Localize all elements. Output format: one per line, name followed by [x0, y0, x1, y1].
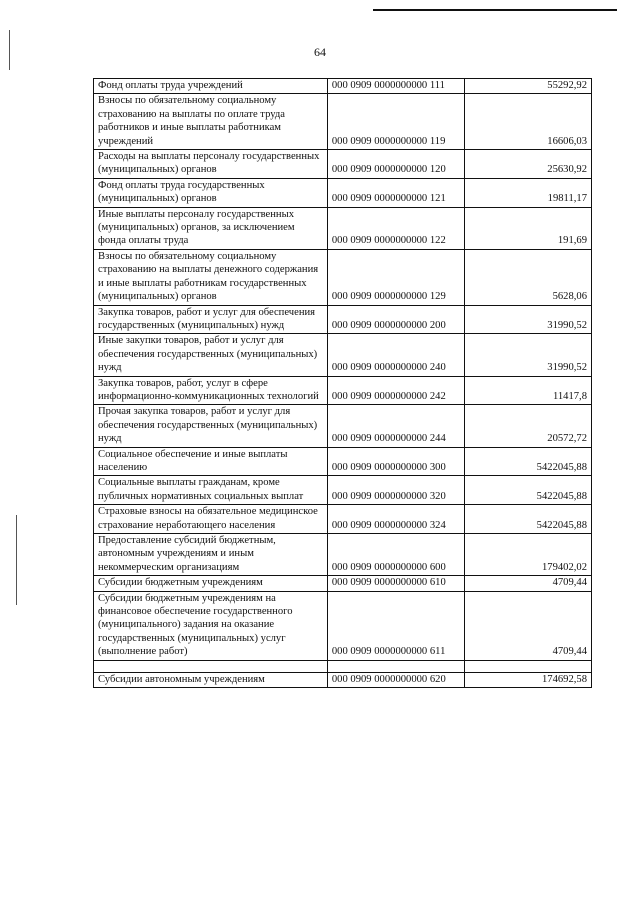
table-row	[94, 476, 592, 505]
table-row	[94, 94, 592, 150]
header-rule	[373, 9, 617, 11]
row-code: 000 0909 0000000000 129	[327, 249, 464, 305]
table-row	[94, 505, 592, 534]
row-name: Иные выплаты персоналу государственных (муниципальных) органов, за исключением фонда оплаты труда	[94, 207, 328, 249]
row-name: Субсидии бюджетным учреждениям	[94, 576, 328, 591]
row-code: 000 0909 0000000000 242	[327, 376, 464, 405]
row-code: 000 0909 0000000000 119	[327, 94, 464, 150]
spacer-cell	[327, 660, 464, 672]
row-amount: 11417,8	[464, 376, 591, 405]
row-amount: 5422045,88	[464, 505, 591, 534]
spacer-cell	[464, 660, 591, 672]
table-row	[94, 334, 592, 376]
page-number: 64	[314, 45, 326, 59]
row-name: Субсидии автономным учреждениям	[94, 672, 328, 687]
row-name: Социальное обеспечение и иные выплаты населению	[94, 447, 328, 476]
row-name: Закупка товаров, работ, услуг в сфере информационно-коммуникационных технологий	[94, 376, 328, 405]
row-amount: 4709,44	[464, 591, 591, 660]
row-code: 000 0909 0000000000 121	[327, 178, 464, 207]
row-name: Прочая закупка товаров, работ и услуг для обеспечения государственных (муниципальных) нужд	[94, 405, 328, 447]
table-row	[94, 672, 592, 687]
row-name: Предоставление субсидий бюджетным, автономным учреждениям и иным некоммерческим организациям	[94, 534, 328, 576]
scan-edge-mark	[16, 515, 17, 605]
row-amount: 174692,58	[464, 672, 591, 687]
row-code: 000 0909 0000000000 600	[327, 534, 464, 576]
row-amount: 4709,44	[464, 576, 591, 591]
row-name: Страховые взносы на обязательное медицинское страхование неработающего населения	[94, 505, 328, 534]
row-code: 000 0909 0000000000 611	[327, 591, 464, 660]
row-code: 000 0909 0000000000 620	[327, 672, 464, 687]
row-amount: 5422045,88	[464, 447, 591, 476]
row-amount: 191,69	[464, 207, 591, 249]
row-code: 000 0909 0000000000 122	[327, 207, 464, 249]
table-row	[94, 249, 592, 305]
row-code: 000 0909 0000000000 200	[327, 305, 464, 334]
row-name: Иные закупки товаров, работ и услуг для обеспечения государственных (муниципальных) нужд	[94, 334, 328, 376]
table-row	[94, 534, 592, 576]
row-name: Взносы по обязательному социальному страхованию на выплаты по оплате труда работников и иные выплаты работникам учреждений	[94, 94, 328, 150]
row-code: 000 0909 0000000000 111	[327, 79, 464, 94]
row-amount: 31990,52	[464, 334, 591, 376]
table-row	[94, 576, 592, 591]
row-code: 000 0909 0000000000 300	[327, 447, 464, 476]
table-row	[94, 447, 592, 476]
row-code: 000 0909 0000000000 324	[327, 505, 464, 534]
table-row	[94, 591, 592, 660]
row-amount: 5422045,88	[464, 476, 591, 505]
row-name: Социальные выплаты гражданам, кроме публичных нормативных социальных выплат	[94, 476, 328, 505]
row-amount: 19811,17	[464, 178, 591, 207]
row-amount: 5628,06	[464, 249, 591, 305]
table-row	[94, 405, 592, 447]
row-amount: 16606,03	[464, 94, 591, 150]
row-name: Фонд оплаты труда государственных (муниципальных) органов	[94, 178, 328, 207]
row-amount: 20572,72	[464, 405, 591, 447]
table-row	[94, 305, 592, 334]
row-code: 000 0909 0000000000 240	[327, 334, 464, 376]
row-code: 000 0909 0000000000 244	[327, 405, 464, 447]
row-name: Субсидии бюджетным учреждениям на финансовое обеспечение государственного (муниципального) задания на оказание государственных (муниципальных) услуг (выполнение работ)	[94, 591, 328, 660]
row-name: Расходы на выплаты персоналу государственных (муниципальных) органов	[94, 150, 328, 179]
row-name: Закупка товаров, работ и услуг для обеспечения государственных (муниципальных) нужд	[94, 305, 328, 334]
row-code: 000 0909 0000000000 120	[327, 150, 464, 179]
table-spacer-row	[94, 660, 592, 672]
row-code: 000 0909 0000000000 320	[327, 476, 464, 505]
table-row	[94, 376, 592, 405]
table-row	[94, 207, 592, 249]
budget-table	[93, 78, 592, 688]
row-amount: 25630,92	[464, 150, 591, 179]
row-name: Фонд оплаты труда учреждений	[94, 79, 328, 94]
table-row	[94, 150, 592, 179]
table-row	[94, 178, 592, 207]
row-amount: 179402,02	[464, 534, 591, 576]
row-name: Взносы по обязательному социальному страхованию на выплаты денежного содержания и иные выплаты работникам государственных (муниципальных) органов	[94, 249, 328, 305]
row-amount: 31990,52	[464, 305, 591, 334]
spacer-cell	[94, 660, 328, 672]
table-row	[94, 79, 592, 94]
row-code: 000 0909 0000000000 610	[327, 576, 464, 591]
row-amount: 55292,92	[464, 79, 591, 94]
